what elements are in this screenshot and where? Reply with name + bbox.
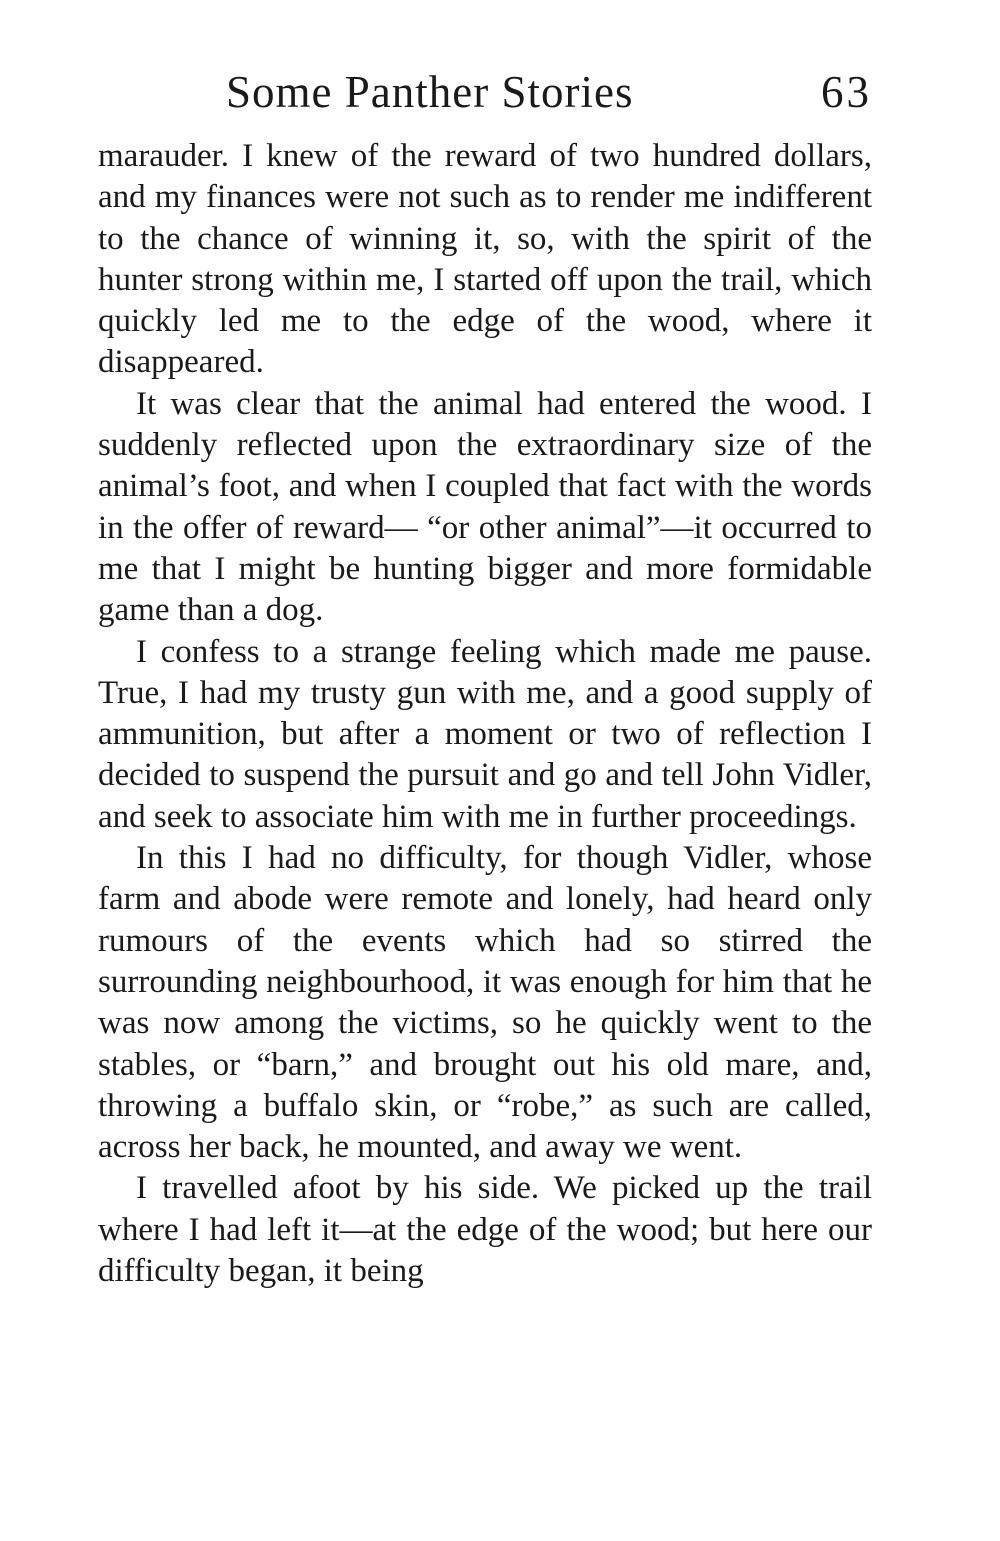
paragraph-4: In this I had no difficulty, for though Vidler, whose farm and abode were remote and lonely, had heard only rumours of the events which had so stirred the surrounding neighbourhood, it was enough for him that he was now among the victims, so he quickly went to the stables, or “barn,” and brought out his old mare, and, throwing a buffalo skin, or “robe,” as such are called, across her back, he mounted, and away we went. <box>98 840 872 1166</box>
body-text <box>98 136 872 1292</box>
book-page <box>98 62 872 1292</box>
paragraph-3: I confess to a strange feeling which made me pause. True, I had my trusty gun with me, and a good supply of ammunition, but after a moment or two of reflection I decided to suspend the pursuit and go and tell John Vidler, and seek to associate him with me in further proceedings. <box>98 633 872 835</box>
running-header <box>98 62 872 122</box>
paragraph-2: It was clear that the animal had entered the wood. I suddenly reflected upon the extraordinary size of the animal’s foot, and when I coupled that fact with the words in the offer of reward— “or other animal”—it occurred to me that I might be hunting bigger and more formidable game than a dog. <box>98 385 872 629</box>
page-number: 63 <box>821 67 872 117</box>
paragraph-5: I travelled afoot by his side. We picked up the trail where I had left it—at the edge of the wood; but here our difficulty began, it being <box>98 1170 872 1290</box>
running-title: Some Panther Stories <box>226 67 634 117</box>
paragraph-1: marauder. I knew of the reward of two hundred dollars, and my finances were not such as to render me indifferent to the chance of winning it, so, with the spirit of the hunter strong within me, I started off upon the trail, which quickly led me to the edge of the wood, where it disappeared. <box>98 138 872 381</box>
